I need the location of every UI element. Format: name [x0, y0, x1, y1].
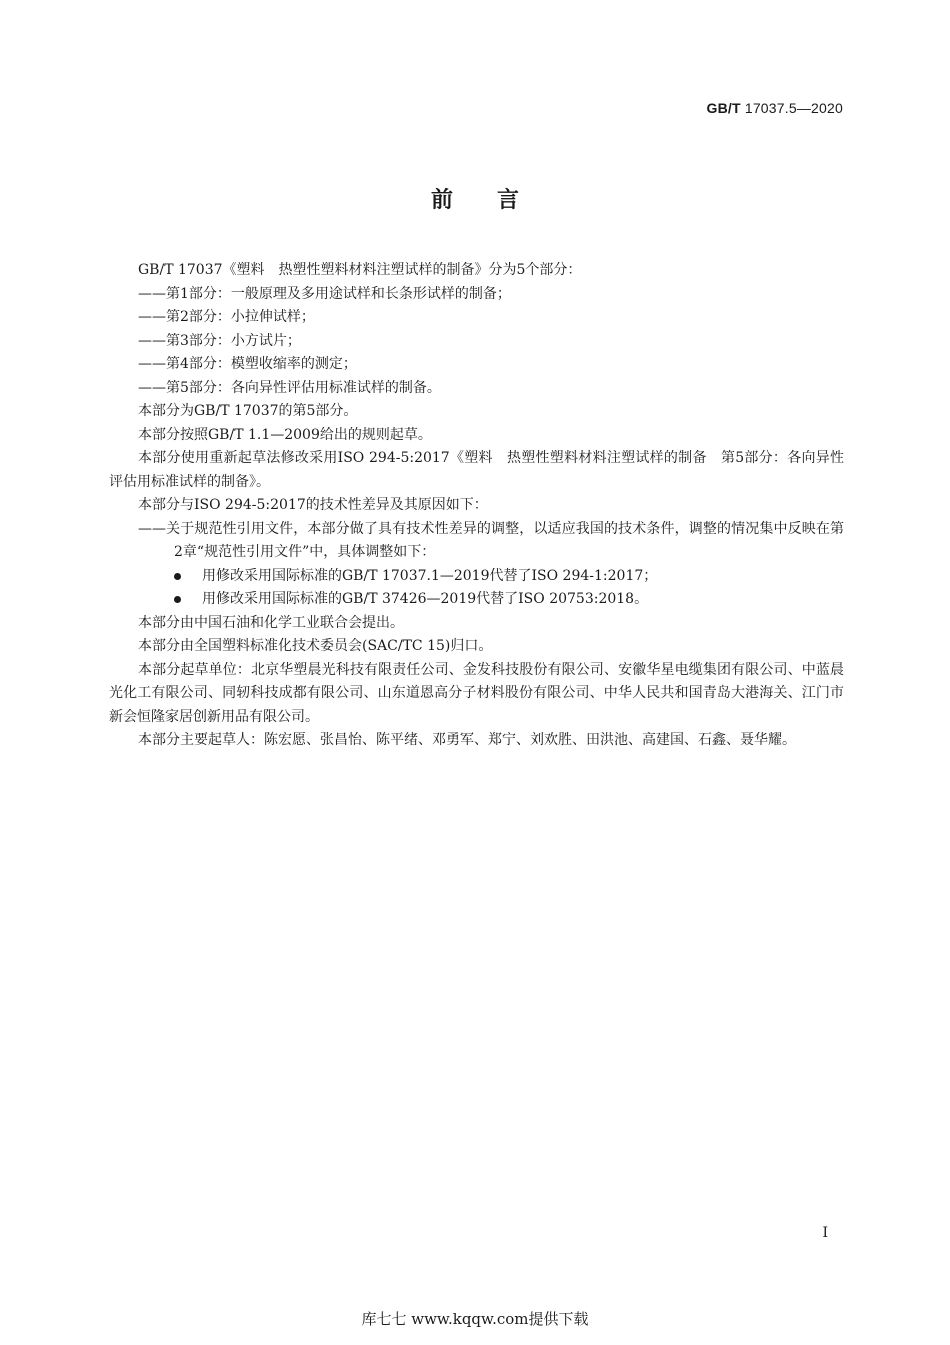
differences-item: ——关于规范性引用文件，本部分做了具有技术性差异的调整，以适应我国的技术条件，调整的情况集中反映在第2章“规范性引用文件”中，具体调整如下： [138, 520, 844, 560]
drafters-paragraph: 本部分主要起草人：陈宏愿、张昌怡、陈平绪、邓勇军、郑宁、刘欢胜、田洪池、高建国、石鑫、聂华耀。 [138, 732, 796, 748]
bullet-item-text: 用修改采用国际标准的GB/T 17037.1—2019代替了ISO 294-1:2017； [202, 567, 658, 584]
standard-code-prefix: GB/T [706, 100, 741, 116]
page-title: 前言 [430, 188, 563, 213]
download-footer: 库七七 www.kqqw.com提供下载 [361, 1310, 589, 1328]
bullet-dot-icon [174, 596, 181, 603]
part-list-item-2: ——第2部分：小拉伸试样； [138, 309, 315, 325]
drafting-units-paragraph: 本部分起草单位：北京华塑晨光科技有限责任公司、金发科技股份有限公司、安徽华星电缆集团有限公司、中蓝晨光化工有限公司、同轫科技成都有限公司、山东道恩高分子材料股份有限公司、中华人民共和国青岛大港海关、江门市新会恒隆家居创新用品有限公司。 [109, 661, 844, 725]
drafting-rules-paragraph: 本部分按照GB/T 1.1—2009给出的规则起草。 [138, 426, 432, 443]
standard-code [707, 100, 844, 116]
differences-intro-paragraph: 本部分与ISO 294-5:2017的技术性差异及其原因如下： [138, 497, 488, 513]
adoption-paragraph: 本部分使用重新起草法修改采用ISO 294-5:2017《塑料 热塑性塑料材料注塑试样的制备 第5部分：各向异性评估用标准试样的制备》。 [109, 450, 844, 490]
part-list-item-1: ——第1部分：一般原理及多用途试样和长条形试样的制备； [138, 285, 511, 302]
part-list-item-5: ——第5部分：各向异性评估用标准试样的制备。 [138, 379, 441, 396]
bullet-item-2 [109, 588, 844, 612]
jurisdiction-paragraph: 本部分由全国塑料标准化技术委员会(SAC/TC 15)归口。 [138, 638, 493, 654]
this-part-paragraph: 本部分为GB/T 17037的第5部分。 [138, 403, 358, 419]
proposed-by-paragraph: 本部分由中国石油和化学工业联合会提出。 [138, 614, 404, 631]
bullet-dot-icon [174, 573, 181, 580]
standard-code-number: 17037.5—2020 [740, 100, 843, 116]
part-list-item-3: ——第3部分：小方试片； [138, 332, 301, 349]
bullet-item-text: 用修改采用国际标准的GB/T 37426—2019代替了ISO 20753:2018。 [202, 591, 649, 607]
bullet-item-1 [109, 565, 844, 589]
foreword-body [109, 259, 844, 753]
part-list-item-4: ——第4部分：模塑收缩率的测定； [138, 356, 357, 372]
page-number: I [822, 1225, 828, 1241]
intro-paragraph: GB/T 17037《塑料 热塑性塑料材料注塑试样的制备》分为5个部分： [138, 262, 582, 278]
